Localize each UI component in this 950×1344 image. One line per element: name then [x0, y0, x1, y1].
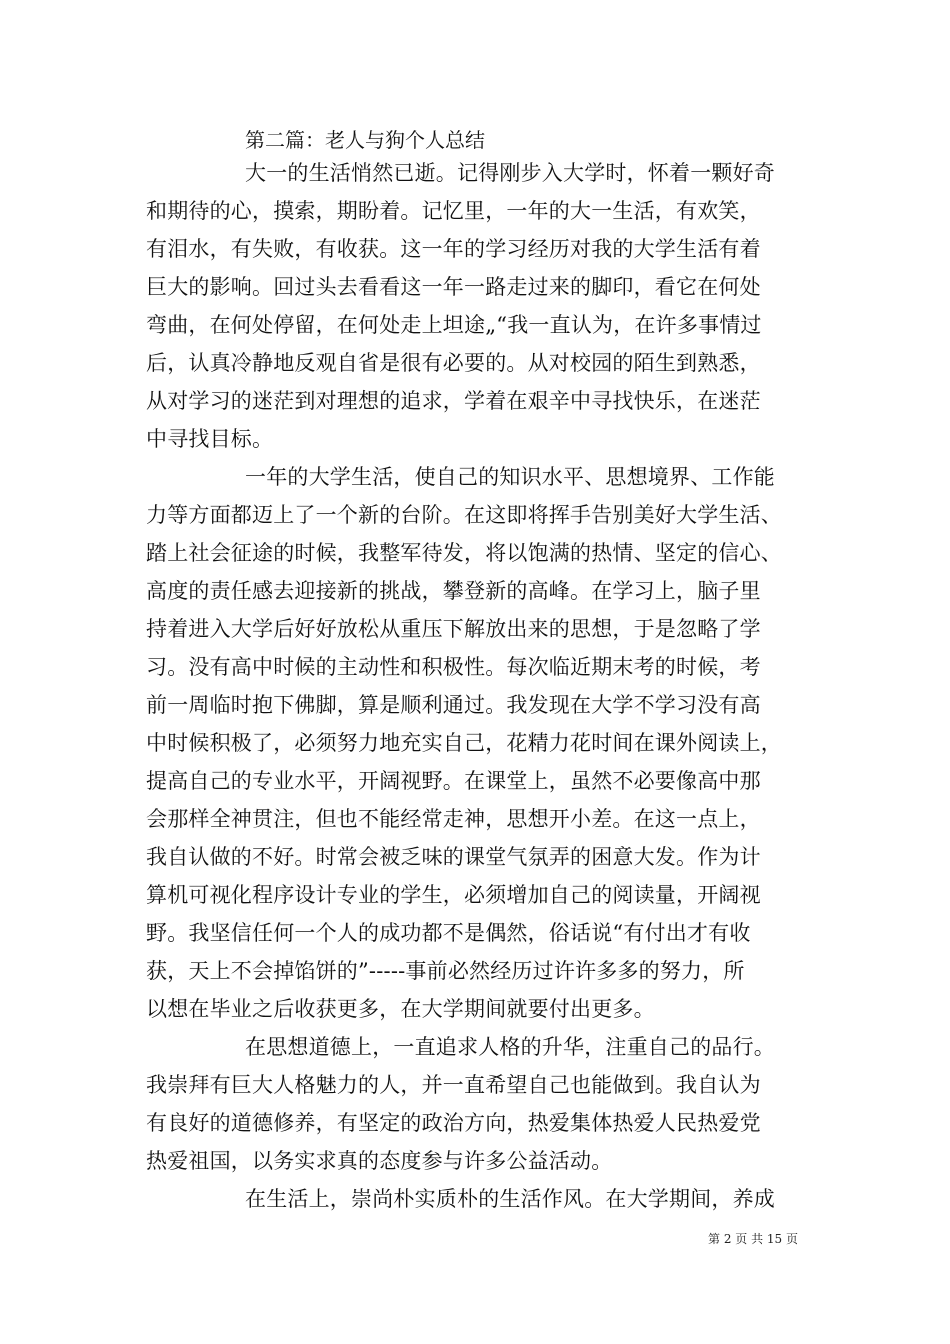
body-line: 我自认做的不好。时常会被乏味的课堂气氛弄的困意大发。作为计 [146, 845, 761, 869]
body-line: 习。没有高中时候的主动性和积极性。每次临近期末考的时候，考 [146, 655, 761, 679]
body-line: 热爱祖国，以务实求真的态度参与许多公益活动。 [146, 1149, 613, 1173]
body-line: 巨大的影响。回过头去看看这一年一路走过来的脚印，看它在何处 [146, 275, 761, 299]
body-line: 在生活上，崇尚朴实质朴的生活作风。在大学期间，养成 [245, 1187, 775, 1211]
body-line: 获，天上不会掉馅饼的”-----事前必然经历过许许多多的努力，所 [146, 959, 745, 983]
body-line: 有泪水，有失败，有收获。这一年的学习经历对我的大学生活有着 [146, 237, 761, 261]
body-line: 中时候积极了，必须努力地充实自己，花精力花时间在课外阅读上， [146, 731, 782, 755]
body-line: 前一周临时抱下佛脚，算是顺利通过。我发现在大学不学习没有高 [146, 693, 761, 717]
body-line: 以想在毕业之后收获更多，在大学期间就要付出更多。 [146, 997, 655, 1021]
body-line: 高度的责任感去迎接新的挑战，攀登新的高峰。在学习上，脑子里 [146, 579, 761, 603]
body-line: 提高自己的专业水平，开阔视野。在课堂上，虽然不必要像高中那 [146, 769, 761, 793]
body-line: 弯曲，在何处停留，在何处走上坦途„“我一直认为，在许多事情过 [146, 313, 762, 337]
body-line: 从对学习的迷茫到对理想的追求，学着在艰辛中寻找快乐，在迷茫 [146, 389, 761, 413]
body-line: 中寻找目标。 [146, 427, 274, 451]
page-footer: 第 2 页 共 15 页 [708, 1232, 798, 1246]
body-line: 力等方面都迈上了一个新的台阶。在这即将挥手告别美好大学生活、 [146, 503, 782, 527]
body-line: 和期待的心，摸索，期盼着。记忆里，一年的大一生活，有欢笑， [146, 199, 761, 223]
document-title: 第二篇：老人与狗个人总结 [245, 128, 485, 152]
body-line: 后，认真冷静地反观自省是很有必要的。从对校园的陌生到熟悉， [146, 351, 761, 375]
body-line: 有良好的道德修养，有坚定的政治方向，热爱集体热爱人民热爱党 [146, 1111, 761, 1135]
body-line: 我崇拜有巨大人格魅力的人，并一直希望自己也能做到。我自认为 [146, 1073, 761, 1097]
body-line: 算机可视化程序设计专业的学生，必须增加自己的阅读量，开阔视 [146, 883, 761, 907]
body-line: 一年的大学生活，使自己的知识水平、思想境界、工作能 [245, 465, 775, 489]
body-line: 会那样全神贯注，但也不能经常走神，思想开小差。在这一点上， [146, 807, 761, 831]
body-line: 大一的生活悄然已逝。记得刚步入大学时，怀着一颗好奇 [245, 161, 775, 185]
body-line: 野。我坚信任何一个人的成功都不是偶然，俗话说“有付出才有收 [146, 921, 751, 945]
body-line: 踏上社会征途的时候，我整军待发，将以饱满的热情、坚定的信心、 [146, 541, 782, 565]
body-line: 在思想道德上，一直追求人格的升华，注重自己的品行。 [245, 1035, 775, 1059]
body-line: 持着进入大学后好好放松从重压下解放出来的思想，于是忽略了学 [146, 617, 761, 641]
